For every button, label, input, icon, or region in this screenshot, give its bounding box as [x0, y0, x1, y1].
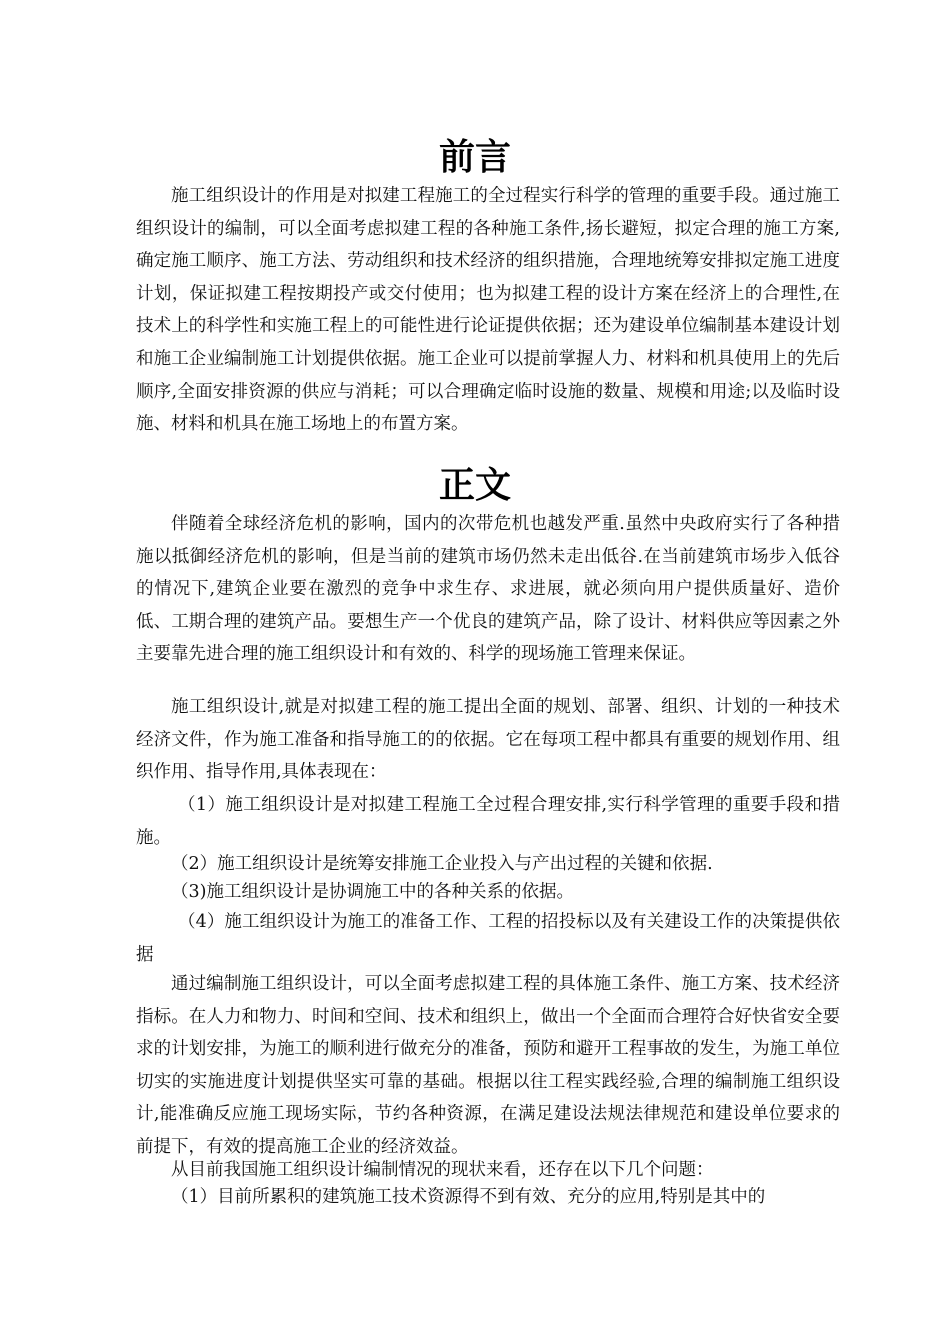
body-paragraph-1: 伴随着全球经济危机的影响，国内的次带危机也越发严重.虽然中央政府实行了各种措施以抵御经济危机的影响，但是当前的建筑市场仍然未走出低谷.在当前建筑市场步入低谷的情况下,建筑企业要在激烈的竞争中求生存、求进展，就必须向用户提供质量好、造价低、工期合理的建筑产品。要想生产一个优良的建筑产品，除了设计、材料供应等因素之外主要靠先进合理的施工组织设计和有效的、科学的现场施工管理来保证。 [136, 514, 840, 665]
list-item-2: （2）施工组织设计是统筹安排施工企业投入与产出过程的关键和依据. [171, 854, 713, 874]
preface-paragraph: 施工组织设计的作用是对拟建工程施工的全过程实行科学的管理的重要手段。通过施工组织设计的编制，可以全面考虑拟建工程的各种施工条件,扬长避短，拟定合理的施工方案,确定施工顺序、施工方法、劳动组织和技术经济的组织措施，合理地统筹安排拟定施工进度计划，保证拟建工程按期投产或交付使用；也为拟建工程的设计方案在经济上的合理性,在技术上的科学性和实施工程上的可能性进行论证提供依据；还为建设单位编制基本建设计划和施工企业编制施工计划提供依据。施工企业可以提前掌握人力、材料和机具使用上的先后顺序,全面安排资源的供应与消耗；可以合理确定临时设施的数量、规模和用途;以及临时设施、材料和机具在施工场地上的布置方案。 [136, 186, 840, 435]
list-item-4: （4）施工组织设计为施工的准备工作、工程的招投标以及有关建设工作的决策提供依据 [136, 912, 840, 965]
body-heading: 正文 [438, 465, 511, 506]
body-paragraph-5: （1）目前所累积的建筑施工技术资源得不到有效、充分的应用,特别是其中的 [171, 1187, 766, 1207]
body-paragraph-4: 从目前我国施工组织设计编制情况的现状来看，还存在以下几个问题： [171, 1160, 714, 1180]
list-item-3: （3)施工组织设计是协调施工中的各种关系的依据。 [171, 882, 574, 902]
list-item-1: （1）施工组织设计是对拟建工程施工全过程合理安排,实行科学管理的重要手段和措施。 [136, 795, 840, 848]
body-paragraph-2: 施工组织设计,就是对拟建工程的施工提出全面的规划、部署、组织、计划的一种技术经济文件，作为施工准备和指导施工的的依据。它在每项工程中都具有重要的规划作用、组织作用、指导作用,具体表现在： [136, 697, 840, 783]
body-paragraph-3: 通过编制施工组织设计，可以全面考虑拟建工程的具体施工条件、施工方案、技术经济指标。在人力和物力、时间和空间、技术和组织上，做出一个全面而合理符合好快省安全要求的计划安排，为施工的顺利进行做充分的准备，预防和避开工程事故的发生，为施工单位切实的实施进度计划提供坚实可靠的基础。根据以往工程实践经验,合理的编制施工组织设计,能准确反应施工现场实际，节约各种资源，在满足建设法规法律规范和建设单位要求的前提下，有效的提高施工企业的经济效益。 [136, 974, 840, 1157]
preface-heading: 前言 [438, 137, 511, 178]
